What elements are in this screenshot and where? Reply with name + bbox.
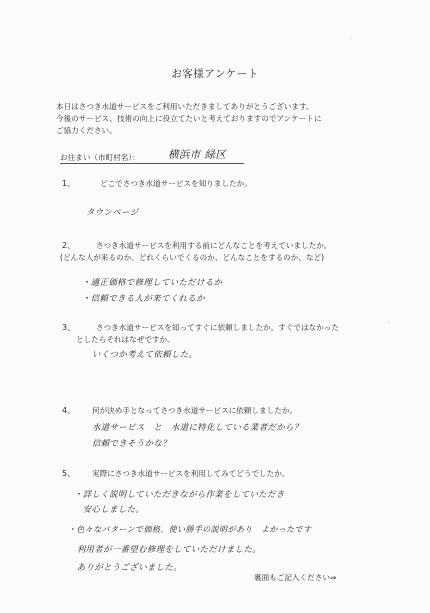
question-text: さつき水道サービスを利用する前にどんなことを考えていましたか。 [96, 241, 332, 250]
question-number: 3、 [62, 323, 76, 332]
handwritten-answer: タウンページ [86, 207, 139, 217]
handwritten-answer: ・色々なパターンで価格、使い勝手の説明があり よかったです [68, 525, 312, 534]
intro-line: 本日はさつき水道サービスをご利用いただきましてありがとうございます。 [56, 102, 314, 111]
address-underline [60, 163, 244, 164]
question-number: 2、 [62, 241, 76, 250]
address-label: お住まい（市町村名）： [60, 153, 140, 162]
scan-speck [350, 38, 351, 39]
handwritten-answer: ありがとうございました。 [68, 562, 183, 572]
question-text: どこでさつき水道サービスを知りましたか。 [100, 179, 252, 188]
intro-line: ご協力ください。 [56, 126, 117, 135]
question-number: 1、 [62, 179, 76, 188]
handwritten-answer: 水道サービス と 水道に特化している業者だから？ [92, 422, 303, 432]
address-answer: 横浜市 緑区 [168, 149, 227, 161]
handwritten-answer: いくつか考えて依頼した。 [92, 349, 198, 359]
survey-title: お客様アンケート [171, 68, 259, 80]
scan-speck [388, 322, 389, 323]
handwritten-answer: 信頼できそうかな？ [92, 438, 171, 448]
handwritten-answer: ・信頼できる人が来てくれるか [82, 293, 205, 303]
handwritten-answer: ・適正価格で修理していただけるか [82, 277, 223, 287]
question-number: 4、 [62, 406, 76, 415]
question-text: 何が決め手となってさつき水道サービスに依頼しましたか。 [92, 406, 298, 415]
intro-line: 今後のサービス、技術の向上に役立てたいと考えておりますのでアンケートに [56, 114, 322, 123]
footer-note: 裏面もご記入ください⇒ [254, 573, 337, 582]
question-text: 実際にさつき水道サービスを利用してみてどうでしたか。 [92, 469, 290, 478]
question-number: 5、 [62, 469, 76, 478]
handwritten-answer: 利用者が一番望む修理をしていただけました。 [68, 544, 262, 554]
handwritten-answer: ・詳しく説明していただきながら作業をしていただき [74, 489, 285, 499]
question-text: (どんな人が来るのか、どれくらいでくるのか、どんなことをするのか、など) [60, 253, 325, 262]
question-text: さつき水道サービスを知ってすぐに依頼しましたか。すぐではなかった [96, 323, 339, 332]
handwritten-answer: 安心しました。 [74, 504, 145, 514]
question-text: としたらそれはなぜですか。 [76, 335, 175, 344]
